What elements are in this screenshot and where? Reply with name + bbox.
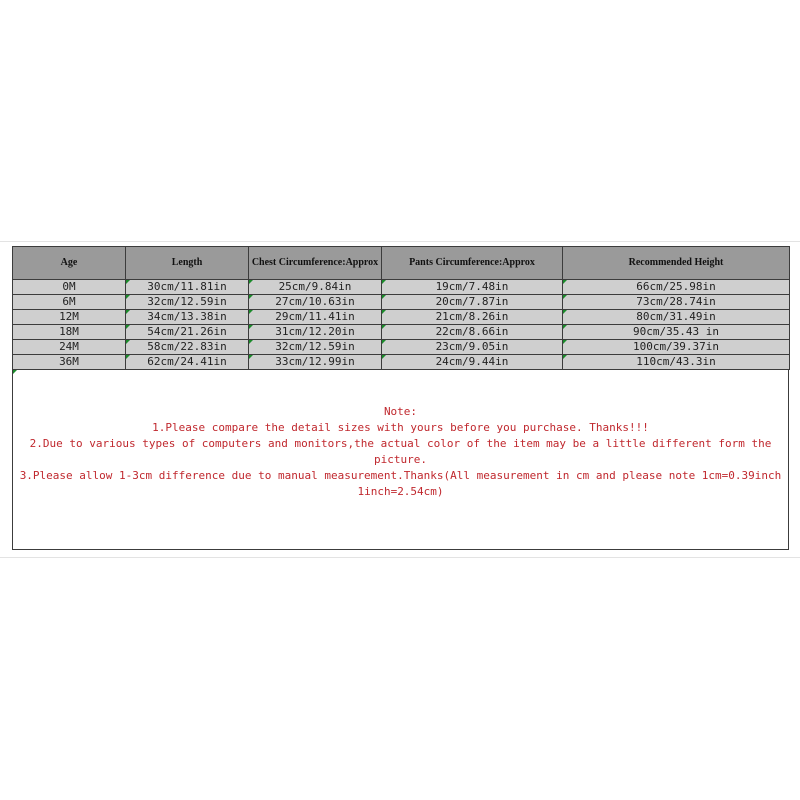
cell-pants[interactable]: 21cm/8.26in — [382, 310, 563, 325]
cell-chest[interactable]: 29cm/11.41in — [249, 310, 382, 325]
cell-age[interactable]: 0M — [13, 280, 126, 295]
cell-length[interactable]: 30cm/11.81in — [126, 280, 249, 295]
table-row — [13, 325, 790, 340]
notes-cell[interactable] — [12, 370, 789, 550]
spreadsheet-gridline-top — [0, 241, 800, 242]
size-chart-sheet — [12, 246, 789, 550]
cell-chest[interactable]: 33cm/12.99in — [249, 355, 382, 370]
cell-height[interactable]: 73cm/28.74in — [563, 295, 790, 310]
cell-age[interactable]: 6M — [13, 295, 126, 310]
header-length: Length — [126, 247, 249, 280]
table-row — [13, 340, 790, 355]
header-age: Age — [13, 247, 126, 280]
cell-height[interactable]: 66cm/25.98in — [563, 280, 790, 295]
size-chart-table — [12, 246, 790, 370]
cell-chest[interactable]: 32cm/12.59in — [249, 340, 382, 355]
cell-chest[interactable]: 25cm/9.84in — [249, 280, 382, 295]
cell-pants[interactable]: 19cm/7.48in — [382, 280, 563, 295]
header-height: Recommended Height — [563, 247, 790, 280]
spreadsheet-gridline-bottom — [0, 557, 800, 558]
cell-pants[interactable]: 22cm/8.66in — [382, 325, 563, 340]
cell-pants[interactable]: 23cm/9.05in — [382, 340, 563, 355]
cell-chest[interactable]: 27cm/10.63in — [249, 295, 382, 310]
header-pants: Pants Circumference:Approx — [382, 247, 563, 280]
cell-pants[interactable]: 20cm/7.87in — [382, 295, 563, 310]
cell-length[interactable]: 54cm/21.26in — [126, 325, 249, 340]
cell-length[interactable]: 32cm/12.59in — [126, 295, 249, 310]
cell-age[interactable]: 36M — [13, 355, 126, 370]
cell-height[interactable]: 90cm/35.43 in — [563, 325, 790, 340]
cell-length[interactable]: 62cm/24.41in — [126, 355, 249, 370]
cell-age[interactable]: 12M — [13, 310, 126, 325]
cell-height[interactable]: 110cm/43.3in — [563, 355, 790, 370]
table-row — [13, 355, 790, 370]
table-row — [13, 310, 790, 325]
cell-pants[interactable]: 24cm/9.44in — [382, 355, 563, 370]
cell-age[interactable]: 24M — [13, 340, 126, 355]
cell-height[interactable]: 100cm/39.37in — [563, 340, 790, 355]
table-row — [13, 295, 790, 310]
cell-length[interactable]: 58cm/22.83in — [126, 340, 249, 355]
notes-text: Note: 1.Please compare the detail sizes with yours before you purchase. Thanks!!! 2.Due to various types of computers and monitors,the actual color of the item may be a little different form the picture. 3.Please allow 1-3cm difference due to manual measurement.Thanks(All measurement in cm and please note 1cm=0.39inch 1inch=2.54cm) — [19, 405, 782, 498]
cell-age[interactable]: 18M — [13, 325, 126, 340]
cell-height[interactable]: 80cm/31.49in — [563, 310, 790, 325]
table-header-row — [13, 247, 790, 280]
header-chest: Chest Circumference:Approx — [249, 247, 382, 280]
cell-length[interactable]: 34cm/13.38in — [126, 310, 249, 325]
table-row — [13, 280, 790, 295]
cell-chest[interactable]: 31cm/12.20in — [249, 325, 382, 340]
